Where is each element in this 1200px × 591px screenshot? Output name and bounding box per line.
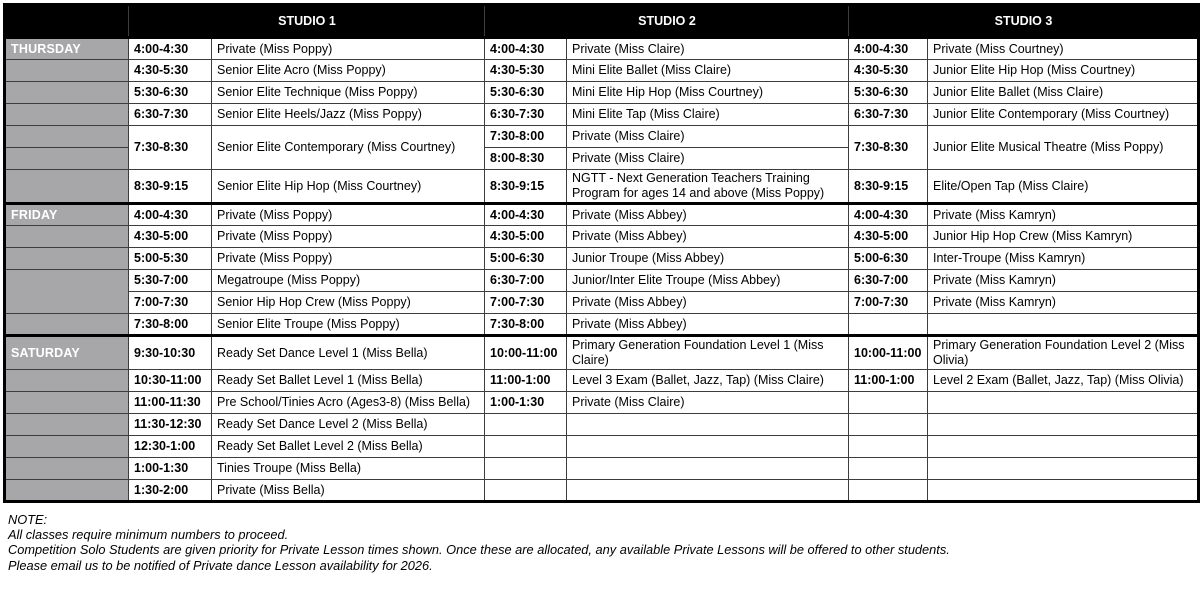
class-cell bbox=[567, 458, 849, 480]
schedule-row bbox=[5, 414, 1199, 436]
class-cell: Private (Miss Abbey) bbox=[567, 204, 849, 226]
studio-1-header: STUDIO 1 bbox=[129, 5, 485, 38]
time-cell bbox=[485, 436, 567, 458]
class-cell bbox=[928, 436, 1199, 458]
time-cell: 5:00-5:30 bbox=[129, 248, 212, 270]
class-cell: Senior Elite Acro (Miss Poppy) bbox=[212, 60, 485, 82]
class-cell: Private (Miss Poppy) bbox=[212, 38, 485, 60]
class-cell bbox=[928, 458, 1199, 480]
schedule-row bbox=[5, 38, 1199, 60]
schedule-row bbox=[5, 292, 1199, 314]
time-cell: 7:30-8:00 bbox=[129, 314, 212, 336]
day-label: THURSDAY bbox=[5, 38, 129, 60]
class-cell: Senior Hip Hop Crew (Miss Poppy) bbox=[212, 292, 485, 314]
class-cell: Private (Miss Kamryn) bbox=[928, 292, 1199, 314]
class-cell: Mini Elite Hip Hop (Miss Courtney) bbox=[567, 82, 849, 104]
notes-section bbox=[3, 503, 1197, 579]
time-cell bbox=[485, 480, 567, 502]
header-row bbox=[5, 5, 1199, 38]
time-cell bbox=[849, 392, 928, 414]
time-cell: 11:00-1:00 bbox=[849, 370, 928, 392]
time-cell: 9:30-10:30 bbox=[129, 336, 212, 370]
class-cell: Junior Elite Contemporary (Miss Courtney) bbox=[928, 104, 1199, 126]
time-cell: 7:30-8:30 bbox=[849, 126, 928, 170]
class-cell: Private (Miss Abbey) bbox=[567, 314, 849, 336]
class-cell bbox=[928, 480, 1199, 502]
class-cell: Megatroupe (Miss Poppy) bbox=[212, 270, 485, 292]
class-cell: Senior Elite Contemporary (Miss Courtney) bbox=[212, 126, 485, 170]
class-cell: Private (Miss Claire) bbox=[567, 392, 849, 414]
class-cell: Primary Generation Foundation Level 2 (Miss Olivia) bbox=[928, 336, 1199, 370]
day-spacer-cell bbox=[5, 248, 129, 270]
note-line: Competition Solo Students are given priority for Private Lesson times shown. Once these are allocated, any available Private Lessons will be offered to other students. bbox=[8, 542, 950, 558]
class-cell: Ready Set Dance Level 1 (Miss Bella) bbox=[212, 336, 485, 370]
time-cell: 11:00-1:00 bbox=[485, 370, 567, 392]
time-cell bbox=[485, 414, 567, 436]
time-cell: 5:00-6:30 bbox=[849, 248, 928, 270]
time-cell: 5:30-6:30 bbox=[129, 82, 212, 104]
day-spacer-cell bbox=[5, 226, 129, 248]
time-cell: 10:00-11:00 bbox=[485, 336, 567, 370]
class-cell bbox=[928, 392, 1199, 414]
class-cell: Junior Hip Hop Crew (Miss Kamryn) bbox=[928, 226, 1199, 248]
time-cell: 10:30-11:00 bbox=[129, 370, 212, 392]
day-spacer-cell bbox=[5, 314, 129, 336]
class-cell: Senior Elite Hip Hop (Miss Courtney) bbox=[212, 170, 485, 204]
class-cell bbox=[567, 480, 849, 502]
time-cell: 11:30-12:30 bbox=[129, 414, 212, 436]
schedule-row bbox=[5, 458, 1199, 480]
day-spacer-cell bbox=[5, 148, 129, 170]
schedule-table bbox=[3, 3, 1200, 503]
time-cell: 7:30-8:00 bbox=[485, 314, 567, 336]
time-cell: 7:30-8:00 bbox=[485, 126, 567, 148]
class-cell: Private (Miss Courtney) bbox=[928, 38, 1199, 60]
time-cell: 6:30-7:30 bbox=[129, 104, 212, 126]
time-cell: 8:30-9:15 bbox=[129, 170, 212, 204]
class-cell: Mini Elite Tap (Miss Claire) bbox=[567, 104, 849, 126]
time-cell: 7:00-7:30 bbox=[485, 292, 567, 314]
class-cell: Private (Miss Poppy) bbox=[212, 248, 485, 270]
time-cell: 4:00-4:30 bbox=[849, 204, 928, 226]
schedule-body bbox=[5, 38, 1199, 502]
table-header bbox=[5, 5, 1199, 38]
day-spacer-cell bbox=[5, 104, 129, 126]
time-cell: 4:30-5:30 bbox=[849, 60, 928, 82]
day-spacer-cell bbox=[5, 170, 129, 204]
class-cell bbox=[567, 436, 849, 458]
class-cell: Ready Set Ballet Level 1 (Miss Bella) bbox=[212, 370, 485, 392]
day-spacer-cell bbox=[5, 436, 129, 458]
schedule-row bbox=[5, 126, 1199, 148]
time-cell: 8:30-9:15 bbox=[485, 170, 567, 204]
schedule-row bbox=[5, 336, 1199, 370]
time-cell bbox=[849, 480, 928, 502]
day-spacer-cell bbox=[5, 60, 129, 82]
class-cell bbox=[928, 414, 1199, 436]
class-cell: Private (Miss Kamryn) bbox=[928, 204, 1199, 226]
day-spacer-cell bbox=[5, 270, 129, 314]
time-cell: 6:30-7:00 bbox=[849, 270, 928, 292]
schedule-row bbox=[5, 392, 1199, 414]
class-cell: Junior Elite Hip Hop (Miss Courtney) bbox=[928, 60, 1199, 82]
schedule-row bbox=[5, 480, 1199, 502]
time-cell bbox=[849, 436, 928, 458]
class-cell: NGTT - Next Generation Teachers Training Program for ages 14 and above (Miss Poppy) bbox=[567, 170, 849, 204]
class-cell: Private (Miss Claire) bbox=[567, 126, 849, 148]
time-cell: 4:00-4:30 bbox=[849, 38, 928, 60]
class-cell: Private (Miss Kamryn) bbox=[928, 270, 1199, 292]
class-cell: Tinies Troupe (Miss Bella) bbox=[212, 458, 485, 480]
schedule-row bbox=[5, 270, 1199, 292]
day-spacer-cell bbox=[5, 480, 129, 502]
class-cell: Elite/Open Tap (Miss Claire) bbox=[928, 170, 1199, 204]
time-cell: 4:30-5:00 bbox=[849, 226, 928, 248]
class-cell: Junior Elite Musical Theatre (Miss Poppy) bbox=[928, 126, 1199, 170]
time-cell: 8:00-8:30 bbox=[485, 148, 567, 170]
schedule-row bbox=[5, 436, 1199, 458]
class-cell: Private (Miss Poppy) bbox=[212, 204, 485, 226]
schedule-row bbox=[5, 314, 1199, 336]
time-cell: 5:00-6:30 bbox=[485, 248, 567, 270]
class-cell: Level 3 Exam (Ballet, Jazz, Tap) (Miss Claire) bbox=[567, 370, 849, 392]
day-column-header bbox=[5, 5, 129, 38]
note-line: Please email us to be notified of Private dance Lesson availability for 2026. bbox=[8, 557, 433, 573]
class-cell: Private (Miss Abbey) bbox=[567, 226, 849, 248]
schedule-row bbox=[5, 170, 1199, 204]
schedule-row bbox=[5, 370, 1199, 392]
time-cell: 4:30-5:00 bbox=[129, 226, 212, 248]
time-cell: 1:00-1:30 bbox=[485, 392, 567, 414]
schedule-row bbox=[5, 60, 1199, 82]
class-cell: Pre School/Tinies Acro (Ages3-8) (Miss Bella) bbox=[212, 392, 485, 414]
studio-2-header: STUDIO 2 bbox=[485, 5, 849, 38]
schedule-row bbox=[5, 248, 1199, 270]
time-cell: 4:00-4:30 bbox=[129, 38, 212, 60]
time-cell: 6:30-7:30 bbox=[849, 104, 928, 126]
day-label: FRIDAY bbox=[5, 204, 129, 226]
class-cell: Junior Elite Ballet (Miss Claire) bbox=[928, 82, 1199, 104]
time-cell: 10:00-11:00 bbox=[849, 336, 928, 370]
class-cell: Ready Set Ballet Level 2 (Miss Bella) bbox=[212, 436, 485, 458]
class-cell: Level 2 Exam (Ballet, Jazz, Tap) (Miss Olivia) bbox=[928, 370, 1199, 392]
schedule-row bbox=[5, 82, 1199, 104]
time-cell: 5:30-7:00 bbox=[129, 270, 212, 292]
class-cell bbox=[567, 414, 849, 436]
class-cell: Senior Elite Heels/Jazz (Miss Poppy) bbox=[212, 104, 485, 126]
class-cell bbox=[928, 314, 1199, 336]
time-cell: 4:30-5:30 bbox=[485, 60, 567, 82]
time-cell: 5:30-6:30 bbox=[849, 82, 928, 104]
schedule-row bbox=[5, 226, 1199, 248]
time-cell: 4:30-5:00 bbox=[485, 226, 567, 248]
day-spacer-cell bbox=[5, 392, 129, 414]
time-cell: 7:00-7:30 bbox=[849, 292, 928, 314]
class-cell: Senior Elite Technique (Miss Poppy) bbox=[212, 82, 485, 104]
class-cell: Private (Miss Abbey) bbox=[567, 292, 849, 314]
note-heading: NOTE: bbox=[8, 512, 48, 527]
time-cell: 4:30-5:30 bbox=[129, 60, 212, 82]
time-cell: 7:00-7:30 bbox=[129, 292, 212, 314]
time-cell bbox=[849, 458, 928, 480]
time-cell: 5:30-6:30 bbox=[485, 82, 567, 104]
day-spacer-cell bbox=[5, 370, 129, 392]
time-cell: 4:00-4:30 bbox=[485, 38, 567, 60]
time-cell bbox=[485, 458, 567, 480]
day-spacer-cell bbox=[5, 82, 129, 104]
time-cell: 11:00-11:30 bbox=[129, 392, 212, 414]
class-cell: Ready Set Dance Level 2 (Miss Bella) bbox=[212, 414, 485, 436]
time-cell: 4:00-4:30 bbox=[485, 204, 567, 226]
class-cell: Inter-Troupe (Miss Kamryn) bbox=[928, 248, 1199, 270]
class-cell: Private (Miss Bella) bbox=[212, 480, 485, 502]
class-cell: Mini Elite Ballet (Miss Claire) bbox=[567, 60, 849, 82]
time-cell: 8:30-9:15 bbox=[849, 170, 928, 204]
time-cell: 4:00-4:30 bbox=[129, 204, 212, 226]
time-cell: 6:30-7:00 bbox=[485, 270, 567, 292]
class-cell: Senior Elite Troupe (Miss Poppy) bbox=[212, 314, 485, 336]
time-cell bbox=[849, 314, 928, 336]
class-cell: Private (Miss Poppy) bbox=[212, 226, 485, 248]
schedule-row bbox=[5, 104, 1199, 126]
time-cell: 6:30-7:30 bbox=[485, 104, 567, 126]
time-cell: 1:00-1:30 bbox=[129, 458, 212, 480]
studio-3-header: STUDIO 3 bbox=[849, 5, 1199, 38]
class-cell: Primary Generation Foundation Level 1 (Miss Claire) bbox=[567, 336, 849, 370]
note-line: All classes require minimum numbers to proceed. bbox=[8, 527, 289, 543]
time-cell: 1:30-2:00 bbox=[129, 480, 212, 502]
day-spacer-cell bbox=[5, 126, 129, 148]
class-cell: Junior Troupe (Miss Abbey) bbox=[567, 248, 849, 270]
day-spacer-cell bbox=[5, 458, 129, 480]
time-cell: 12:30-1:00 bbox=[129, 436, 212, 458]
class-cell: Junior/Inter Elite Troupe (Miss Abbey) bbox=[567, 270, 849, 292]
class-cell: Private (Miss Claire) bbox=[567, 148, 849, 170]
day-spacer-cell bbox=[5, 414, 129, 436]
time-cell: 7:30-8:30 bbox=[129, 126, 212, 170]
class-cell: Private (Miss Claire) bbox=[567, 38, 849, 60]
schedule-row bbox=[5, 204, 1199, 226]
day-label: SATURDAY bbox=[5, 336, 129, 370]
time-cell bbox=[849, 414, 928, 436]
